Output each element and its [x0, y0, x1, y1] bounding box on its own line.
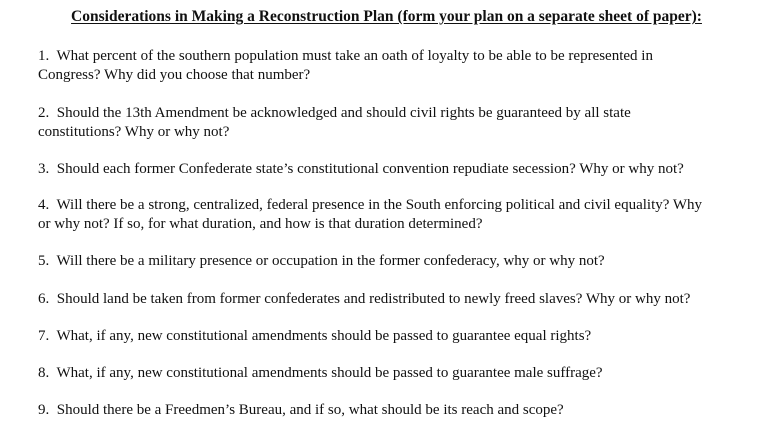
- question-line: [38, 327, 763, 346]
- question-5: [38, 252, 763, 271]
- page-title: Considerations in Making a Reconstruction Plan (form your plan on a separate sheet of paper):: [71, 8, 702, 25]
- question-text: Will there be a strong, centralized, federal presence in the South enforcing political and civil equality? Why: [56, 197, 703, 213]
- question-line: [38, 290, 763, 309]
- question-text: Should land be taken from former confederates and redistributed to newly freed slaves? Why or why not?: [56, 291, 691, 307]
- question-4: [38, 196, 763, 234]
- question-line: Congress? Why did you choose that number?: [38, 67, 311, 83]
- question-number: 4.: [38, 197, 50, 213]
- question-text: Should the 13th Amendment be acknowledged and should civil rights be guaranteed by all state: [56, 105, 631, 121]
- question-number: 8.: [38, 365, 50, 381]
- question-number: 7.: [38, 328, 50, 344]
- question-7: [38, 327, 763, 346]
- question-line: [38, 401, 763, 420]
- question-8: [38, 364, 763, 383]
- question-6: [38, 290, 763, 309]
- question-text: Should there be a Freedmen’s Bureau, and if so, what should be its reach and scope?: [56, 402, 564, 418]
- question-line: [38, 160, 763, 179]
- question-line: [38, 364, 763, 383]
- question-text: Should each former Confederate state’s constitutional convention repudiate secession? Why or why not?: [56, 161, 684, 177]
- question-number: 3.: [38, 161, 50, 177]
- question-line: [38, 252, 763, 271]
- question-text: What, if any, new constitutional amendments should be passed to guarantee equal rights?: [56, 328, 592, 344]
- question-9: [38, 401, 763, 420]
- question-3: [38, 160, 763, 179]
- question-number: 6.: [38, 291, 50, 307]
- question-2: [38, 104, 763, 142]
- question-number: 5.: [38, 253, 50, 269]
- question-1: [38, 47, 763, 85]
- question-line: or why not? If so, for what duration, and how is that duration determined?: [38, 216, 483, 232]
- question-text: What percent of the southern population must take an oath of loyalty to be able to be represented in: [56, 48, 653, 64]
- question-number: 2.: [38, 105, 50, 121]
- question-line: [38, 47, 763, 66]
- question-line: [38, 104, 763, 123]
- question-text: What, if any, new constitutional amendments should be passed to guarantee male suffrage?: [56, 365, 603, 381]
- question-line: constitutions? Why or why not?: [38, 124, 230, 140]
- question-line: [38, 196, 763, 215]
- question-text: Will there be a military presence or occupation in the former confederacy, why or why not?: [56, 253, 605, 269]
- question-number: 1.: [38, 48, 50, 64]
- question-number: 9.: [38, 402, 50, 418]
